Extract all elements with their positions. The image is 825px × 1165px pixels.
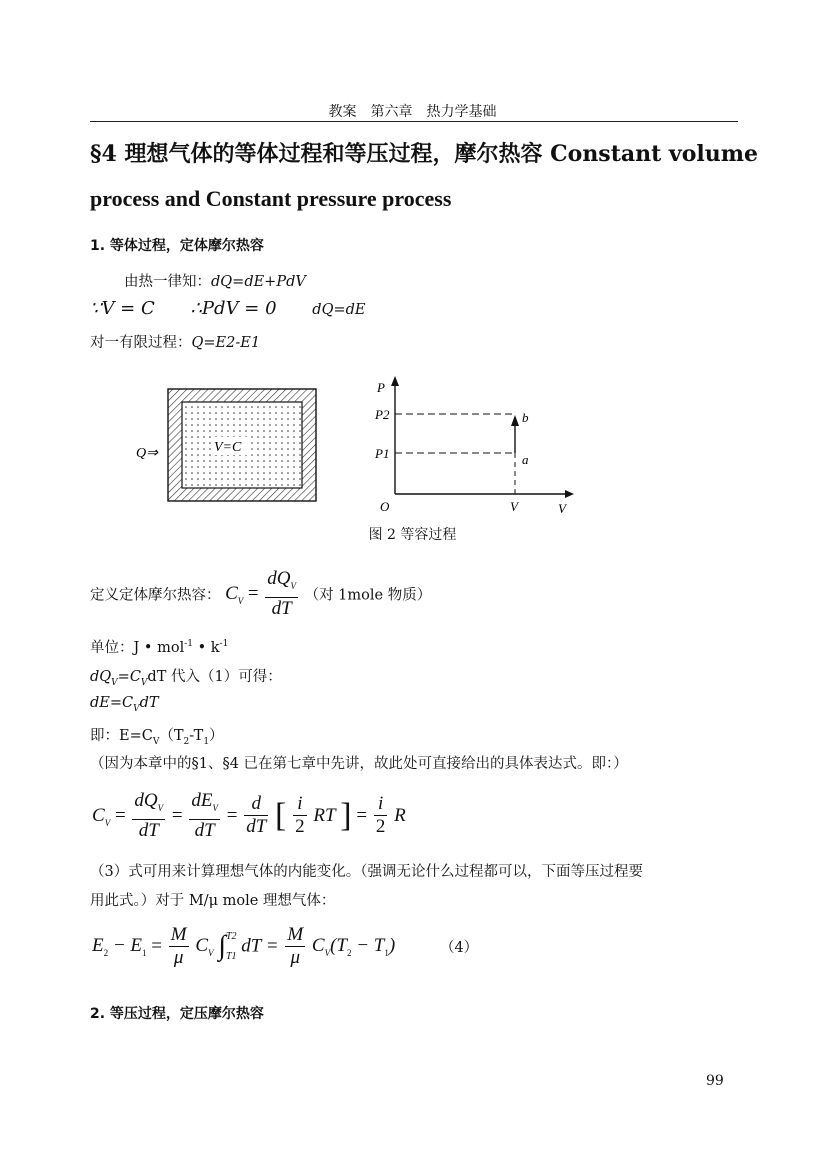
- ie-c-sub: 1: [203, 736, 210, 747]
- def-den: dT: [271, 597, 292, 619]
- container-diagram: [130, 375, 330, 515]
- point-b-label: b: [522, 410, 529, 425]
- axis-label-v: V: [558, 501, 566, 516]
- label-p1: P1: [375, 446, 390, 461]
- figure-caption: 图 2 等容过程: [368, 527, 457, 543]
- e-cv: C: [195, 935, 209, 957]
- f4-den: 2: [295, 816, 305, 838]
- substitution-line: [90, 665, 282, 688]
- e-lhs-sub: 2: [103, 947, 109, 958]
- box-label: V=C: [214, 440, 242, 455]
- mu2: μ: [290, 947, 300, 968]
- point-a-label: a: [522, 452, 529, 467]
- e-minus-sub: 1: [142, 947, 147, 958]
- equation-number: （4）: [439, 940, 479, 956]
- f2-den: dT: [194, 819, 215, 841]
- de-a-sub: V: [133, 703, 140, 714]
- heat-in-label: Q⇒: [136, 446, 158, 461]
- page-number: 99: [706, 1073, 724, 1089]
- f5-den: 2: [375, 816, 386, 838]
- ie-a: 即：E=C: [90, 728, 153, 744]
- v-axis-arrow: [565, 490, 574, 498]
- section-title-line2: process and Constant pressure process: [90, 186, 452, 211]
- para3-line2: 用此式。）对于 M/μ mole 理想气体：: [90, 893, 336, 909]
- dq-equals-de: dQ=dE: [312, 302, 366, 318]
- left-bracket: [: [275, 796, 287, 834]
- e-lhs: E: [92, 935, 104, 957]
- header-rule: [90, 121, 738, 122]
- f1-num-sub: V: [157, 802, 164, 813]
- finite-prefix: 对一有限过程：: [90, 335, 192, 351]
- frac-i-2: [374, 793, 388, 838]
- de-b: dT: [139, 695, 159, 711]
- running-header: 教案 第六章 热力学基础: [328, 104, 497, 120]
- finite-equation: Q=E2-E1: [191, 335, 261, 351]
- e-eq1: =: [151, 935, 163, 957]
- f3-num: d: [244, 793, 268, 816]
- definition-suffix: （对 1mole 物质）: [304, 587, 432, 604]
- ie-a-sub: V: [152, 736, 160, 747]
- ie-d: ）: [209, 728, 224, 744]
- r-term: R: [394, 804, 406, 826]
- cv-eq-lhs-sub: V: [104, 817, 111, 828]
- frac-d-dt: [244, 793, 268, 838]
- units-exp1: -1: [184, 639, 193, 650]
- e-cv2: C: [311, 935, 325, 957]
- subst-c: dT 代入（1）可得：: [147, 669, 282, 685]
- frac-dev-dt: [189, 790, 220, 842]
- dqv-over-dt: [265, 568, 298, 620]
- integral-sign: ∫: [218, 930, 226, 962]
- pv-diagram: [360, 370, 580, 520]
- dt-eq: dT =: [241, 935, 279, 957]
- frac-m-mu-1: [169, 924, 189, 969]
- m1: M: [170, 924, 187, 945]
- since-v-const: ∵V = C: [90, 298, 155, 319]
- lower-limit: T1: [225, 950, 237, 962]
- subsection-2-title: 2. 等压过程，定压摩尔热容: [90, 1006, 264, 1022]
- units-exp2: -1: [219, 639, 229, 650]
- ie-c: -T: [189, 728, 204, 744]
- right-bracket: ]: [340, 796, 352, 834]
- frac-m-mu-2: [285, 924, 305, 969]
- section-title-line1: §4 理想气体的等体过程和等压过程，摩尔热容 Constant volume: [90, 141, 759, 167]
- first-law-equation: dQ=dE+PdV: [211, 274, 306, 290]
- cv-eq-eq1: =: [114, 804, 126, 826]
- f1-den: dT: [138, 819, 159, 841]
- e-minus: − E: [108, 935, 143, 957]
- e-psub2: 1: [384, 947, 389, 958]
- def-equals: =: [247, 582, 259, 604]
- units-mid: • k: [192, 640, 220, 656]
- ie-b-sub: 2: [183, 736, 190, 747]
- units-line: [90, 636, 228, 657]
- f3-den: dT: [246, 816, 267, 838]
- mu1: μ: [173, 947, 184, 968]
- f2-num-sub: V: [212, 802, 218, 813]
- first-law-prefix: 由热一律知：: [124, 274, 211, 290]
- e-paren: (T: [330, 935, 347, 957]
- cv-eq-eq4: =: [356, 804, 368, 826]
- process-arrow: [511, 415, 519, 426]
- definition-prefix: 定义定体摩尔热容：: [90, 587, 221, 604]
- para3-line1: （3）式可用来计算理想气体的内能变化。（强调无论什么过程都可以，下面等压过程要: [90, 864, 643, 880]
- ie-b: （T: [159, 728, 184, 744]
- finite-process-line: [90, 331, 260, 352]
- origin-label: O: [380, 499, 390, 514]
- v-tick-label: V: [510, 499, 518, 514]
- cv-eq-eq2: =: [171, 804, 183, 826]
- f5-num: i: [374, 793, 388, 816]
- f4-num: i: [293, 793, 307, 816]
- frac-dqv-dt: [132, 790, 165, 842]
- e-cv2-sub: V: [324, 947, 331, 958]
- ie-line: [90, 724, 224, 747]
- def-num-sub: V: [290, 580, 296, 591]
- first-law-line: [124, 270, 306, 291]
- e-pclose: ): [388, 935, 396, 957]
- cv-sub: V: [237, 595, 244, 606]
- cv-definition: [90, 568, 431, 620]
- de-line: [90, 695, 159, 714]
- de-a: dE=C: [90, 695, 134, 711]
- m2: M: [287, 924, 304, 945]
- e-pmid: − T: [351, 935, 385, 957]
- e-cv-sub: V: [208, 947, 214, 958]
- subst-a: dQ: [90, 669, 112, 685]
- subst-b: =C: [117, 669, 141, 685]
- cv-symbol: C: [225, 582, 238, 604]
- def-num: dQ: [267, 568, 291, 589]
- therefore-pdv-zero: ∴PdV = 0: [190, 298, 277, 319]
- constant-volume-line: [90, 298, 365, 319]
- subst-a-sub: V: [111, 677, 118, 688]
- axis-label-p: P: [377, 380, 385, 395]
- explanatory-note: （因为本章中的§1、§4 已在第七章中先讲，故此处可直接给出的具体表达式。即：）: [90, 756, 628, 772]
- frac-i-2-inner: [293, 793, 307, 838]
- subsection-1-title: 1. 等体过程，定体摩尔热容: [90, 238, 264, 254]
- rt-term: RT: [313, 804, 336, 826]
- subst-b-sub: V: [140, 677, 148, 688]
- f2-num: dE: [191, 790, 213, 811]
- label-p2: P2: [375, 407, 390, 422]
- cv-equation: [92, 790, 406, 842]
- p-axis-arrow: [391, 376, 399, 386]
- e-psub1: 2: [346, 947, 352, 958]
- energy-equation: [92, 924, 478, 969]
- f1-num: dQ: [134, 790, 158, 811]
- integral-limits: [226, 927, 237, 967]
- cv-eq-eq3: =: [226, 804, 238, 826]
- upper-limit: T2: [225, 930, 237, 942]
- cv-eq-lhs: C: [92, 804, 105, 826]
- units-prefix: 单位：J • mol: [90, 640, 185, 656]
